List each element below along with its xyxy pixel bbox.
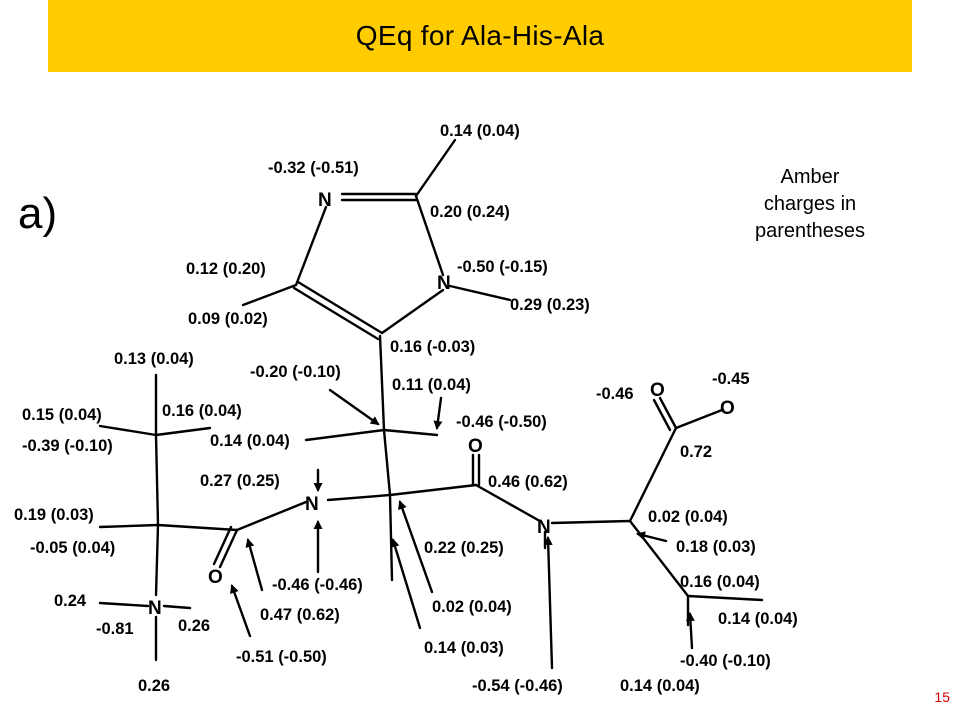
charge-label: 0.26	[138, 677, 171, 695]
atom-backbone-n-left: N	[305, 494, 319, 515]
bond-c-n-left	[237, 502, 306, 530]
bond-ca-cb-left	[156, 435, 158, 525]
bond-c-o-a2	[654, 400, 670, 430]
bond-ca-c	[390, 485, 476, 495]
bond-cb-h2	[306, 430, 384, 440]
arrow-cb-ala2	[690, 614, 692, 648]
charge-label: 0.72	[680, 443, 713, 461]
bond-ca-n-terminal	[156, 525, 158, 595]
charge-label: 0.24	[54, 592, 87, 610]
bond-ring-c-h-left	[243, 285, 296, 305]
charge-label: -0.40 (-0.10)	[680, 652, 771, 670]
note-line-3: parentheses	[754, 220, 866, 242]
bond-ring-double-b	[294, 288, 378, 339]
charge-label: 0.14 (0.03)	[424, 639, 504, 657]
bond-ring-double-a	[298, 282, 382, 333]
charge-label: 0.29 (0.23)	[510, 296, 590, 314]
bond-ca-c-left	[158, 525, 237, 530]
bond-ring-nh	[450, 286, 510, 300]
bond-c-o-b	[676, 410, 722, 428]
charge-label: 0.15 (0.04)	[22, 406, 102, 424]
charge-label: 0.22 (0.25)	[424, 539, 504, 557]
charge-label: 0.14 (0.04)	[718, 610, 798, 628]
charge-label: -0.45	[712, 370, 750, 388]
charge-label: 0.14 (0.04)	[620, 677, 700, 695]
panel-label: a)	[18, 189, 58, 238]
arrow-o-left	[232, 586, 250, 636]
charge-label: 0.27 (0.25)	[200, 472, 280, 490]
charge-label: 0.16 (0.04)	[680, 573, 760, 591]
charge-label: 0.47 (0.62)	[260, 606, 340, 624]
arrow-cb-his	[330, 390, 378, 424]
atom-backbone-n-right: N	[537, 517, 551, 538]
charge-label: -0.32 (-0.51)	[268, 159, 359, 177]
atom-imidazole-n-top: N	[318, 190, 332, 211]
charge-label: -0.20 (-0.10)	[250, 363, 341, 381]
charge-label: 0.26	[178, 617, 211, 635]
charge-label: 0.20 (0.24)	[430, 203, 510, 221]
page-number: 15	[934, 689, 950, 705]
atom-carboxyl-o-b: O	[720, 398, 735, 419]
charge-label: 0.02 (0.04)	[432, 598, 512, 616]
annotation-arrows	[232, 390, 692, 668]
note-line-2: charges in	[763, 193, 857, 215]
charge-label: -0.46 (-0.50)	[456, 413, 547, 431]
charge-label: -0.46 (-0.46)	[272, 576, 363, 594]
atom-carboxyl-o-a: O	[650, 380, 665, 401]
bond-cb-h-right	[156, 428, 210, 435]
bond-n-ca	[328, 495, 390, 500]
note-line-1: Amber	[780, 166, 840, 188]
bond-n-h-right	[164, 606, 190, 608]
charge-label: -0.05 (0.04)	[30, 539, 116, 557]
charge-label: -0.51 (-0.50)	[236, 648, 327, 666]
charge-label: 0.46 (0.62)	[488, 473, 568, 491]
bond-ring-c-h-top	[416, 140, 455, 196]
bond-cb-ca	[384, 430, 390, 495]
bond-c-o-a	[660, 398, 676, 428]
arrow-c-left	[248, 540, 262, 590]
arrow-h-ca-his	[393, 540, 420, 628]
charge-label: 0.16 (0.04)	[162, 402, 242, 420]
charge-label: 0.16 (-0.03)	[390, 338, 476, 356]
bond-ring-n-c-bottom	[382, 290, 443, 333]
bond-c-o-left-a	[220, 530, 237, 567]
charge-label: 0.13 (0.04)	[114, 350, 194, 368]
bond-ring-cb	[380, 336, 384, 430]
bond-c-o-left-b	[214, 527, 231, 564]
charge-label: -0.50 (-0.15)	[457, 258, 548, 276]
bond-cb-h	[384, 430, 437, 435]
bond-ca-down	[390, 495, 392, 580]
bond-n-ca2	[552, 521, 630, 523]
atom-terminal-n: N	[148, 598, 162, 619]
bond-cb-h-left	[100, 426, 156, 435]
charge-label: 0.14 (0.04)	[210, 432, 290, 450]
charge-label: -0.46	[596, 385, 634, 403]
charge-labels	[14, 122, 798, 695]
arrow-cb-h	[437, 398, 441, 428]
charge-label: 0.18 (0.03)	[676, 538, 756, 556]
charge-label: 0.12 (0.20)	[186, 260, 266, 278]
atom-carbonyl-o-left: O	[208, 567, 223, 588]
charge-label: -0.81	[96, 620, 134, 638]
charge-label: -0.54 (-0.46)	[472, 677, 563, 695]
bond-ring-left	[296, 207, 326, 285]
atom-carbonyl-o-mid: O	[468, 436, 483, 457]
charge-label: 0.09 (0.02)	[188, 310, 268, 328]
charge-label: 0.19 (0.03)	[14, 506, 94, 524]
bond-cb-h-a	[688, 596, 762, 600]
bond-ca-h-left	[100, 525, 158, 527]
arrow-n-right	[548, 538, 552, 668]
charge-label: 0.11 (0.04)	[392, 376, 471, 394]
charge-label: 0.02 (0.04)	[648, 508, 728, 526]
charge-label: -0.39 (-0.10)	[22, 437, 113, 455]
charge-label: 0.14 (0.04)	[440, 122, 520, 140]
atom-imidazole-n-right: N	[437, 273, 451, 294]
slide-title: QEq for Ala-His-Ala	[355, 20, 605, 51]
bond-n-h-left	[100, 603, 148, 606]
